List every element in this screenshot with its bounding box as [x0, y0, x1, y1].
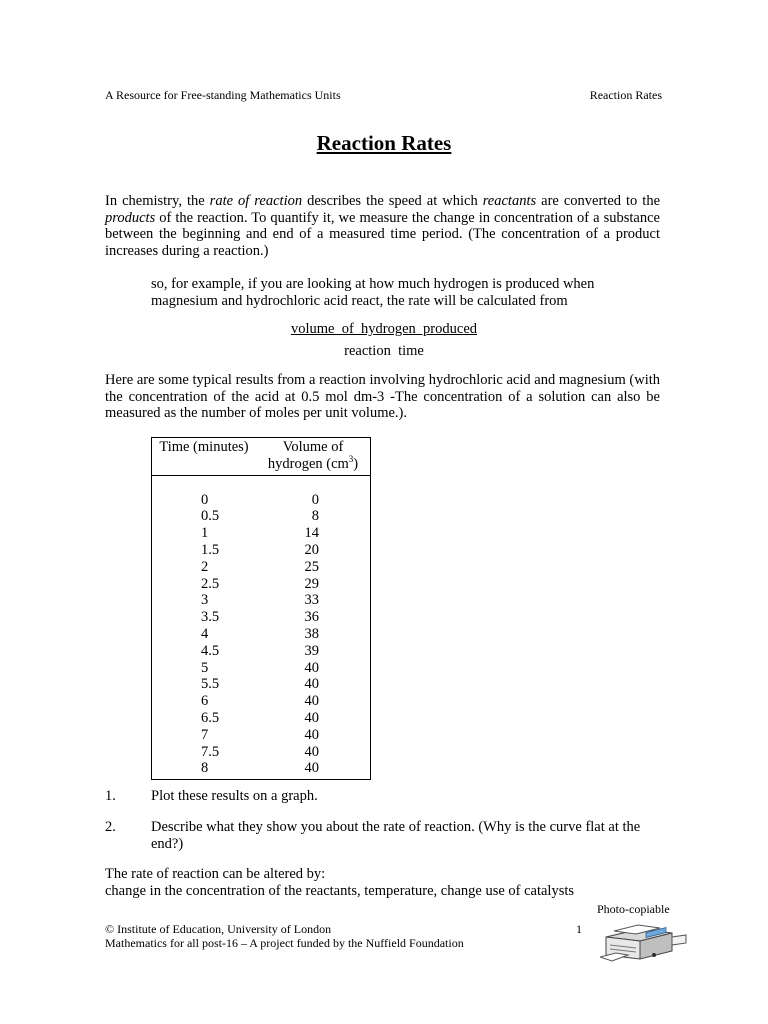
volume-cell: 40 — [304, 726, 319, 743]
table-row — [152, 626, 371, 643]
volume-cell: 40 — [304, 709, 319, 726]
table-row — [152, 576, 371, 593]
table-row — [152, 609, 371, 626]
table-row — [152, 525, 371, 542]
volume-cell: 14 — [304, 525, 319, 542]
table-row — [152, 492, 371, 509]
volume-cell: 40 — [304, 693, 319, 710]
intro-term-products: products — [105, 209, 156, 226]
volume-cell: 8 — [311, 508, 319, 525]
time-cell: 2 — [201, 558, 209, 575]
volume-cell: 33 — [304, 592, 319, 609]
page-number: 1 — [576, 922, 582, 936]
volume-cell: 38 — [304, 625, 319, 642]
table-row — [152, 676, 371, 693]
altered-line-1: The rate of reaction can be altered by: — [105, 866, 326, 882]
volume-cell: 20 — [304, 541, 319, 558]
table-row — [152, 727, 371, 744]
volume-cell: 0 — [311, 491, 319, 508]
altered-line-2: change in the concentration of the reactants, temperature, change use of catalysts — [105, 883, 575, 899]
intro-term-rate: rate of reaction — [209, 193, 303, 209]
volume-cell: 25 — [304, 558, 319, 575]
volume-cell: 36 — [304, 609, 319, 626]
question-1-number: 1. — [105, 788, 116, 804]
volume-cell: 40 — [304, 743, 319, 760]
table-row — [152, 660, 371, 677]
results-intro: Here are some typical results from a reaction involving hydrochloric acid and magnesium (with the concentration of the acid at 0.5 mol dm-3 -The concentration of a solution can also be measured as the number of moles per unit volume.). — [105, 372, 660, 422]
photo-copiable-label: Photo-copiable — [597, 902, 670, 916]
time-cell: 3 — [201, 592, 209, 609]
time-cell: 6 — [201, 693, 209, 710]
time-cell: 4 — [201, 625, 209, 642]
table-body — [152, 475, 371, 780]
volume-cell: 29 — [304, 575, 319, 592]
time-cell: 4.5 — [201, 642, 220, 659]
time-cell: 7.5 — [201, 743, 220, 760]
table-row — [152, 760, 371, 779]
table-row — [152, 643, 371, 660]
col-volume-sup: 3 — [348, 453, 354, 464]
time-cell: 6.5 — [201, 709, 220, 726]
footer-project: Mathematics for all post-16 – A project funded by the Nuffield Foundation — [105, 936, 464, 950]
time-cell: 1 — [201, 525, 209, 542]
fraction-denominator: reaction time — [344, 343, 424, 359]
time-cell: 5 — [201, 659, 209, 676]
time-cell: 2.5 — [201, 575, 220, 592]
footer-copyright: © Institute of Education, University of London — [105, 922, 332, 936]
time-cell: 8 — [201, 760, 209, 777]
col-volume-header — [256, 438, 371, 476]
results-table — [151, 437, 371, 780]
table-row — [152, 508, 371, 525]
time-cell: 3.5 — [201, 609, 220, 626]
table-row — [152, 542, 371, 559]
time-cell: 0 — [201, 491, 209, 508]
col-volume-line1: Volume of — [282, 439, 344, 455]
table-row — [152, 592, 371, 609]
table-row — [152, 559, 371, 576]
intro-paragraph — [105, 193, 660, 259]
volume-cell: 40 — [304, 676, 319, 693]
intro-text-3: are converted to the — [536, 193, 661, 209]
intro-term-reactants: reactants — [482, 193, 537, 209]
table-row — [152, 693, 371, 710]
header-left: A Resource for Free-standing Mathematics Units — [105, 88, 341, 102]
example-paragraph: so, for example, if you are looking at how much hydrogen is produced when magnesium and hydrochloric acid react, the rate will be calculated from — [151, 276, 595, 309]
volume-cell: 39 — [304, 642, 319, 659]
time-cell: 1.5 — [201, 541, 220, 558]
table-row — [152, 744, 371, 761]
time-cell: 7 — [201, 726, 209, 743]
col-time-header: Time (minutes) — [152, 438, 257, 476]
fraction-numerator: volume of hydrogen produced — [290, 321, 478, 337]
volume-cell: 40 — [304, 659, 319, 676]
time-cell: 5.5 — [201, 676, 220, 693]
question-1-text: Plot these results on a graph. — [151, 788, 318, 804]
page-title: Reaction Rates — [316, 131, 452, 155]
table-row — [152, 710, 371, 727]
question-2-number: 2. — [105, 819, 116, 835]
photocopier-icon — [600, 915, 690, 965]
intro-text-2: describes the speed at which — [302, 193, 483, 209]
time-cell: 0.5 — [201, 508, 220, 525]
header-right: Reaction Rates — [589, 88, 662, 102]
volume-cell: 40 — [304, 760, 319, 777]
question-2-text: Describe what they show you about the rate of reaction. (Why is the curve flat at the end?) — [151, 819, 641, 852]
col-volume-close: ) — [353, 455, 359, 472]
intro-text-4: of the reaction. To quantify it, we measure the change in concentration of a substance between the beginning and end of a measured time period. (The concentration of a product increases during a reaction.) — [105, 209, 660, 259]
intro-text-1: In chemistry, the — [105, 193, 210, 209]
col-volume-line2: hydrogen (cm — [267, 455, 349, 472]
